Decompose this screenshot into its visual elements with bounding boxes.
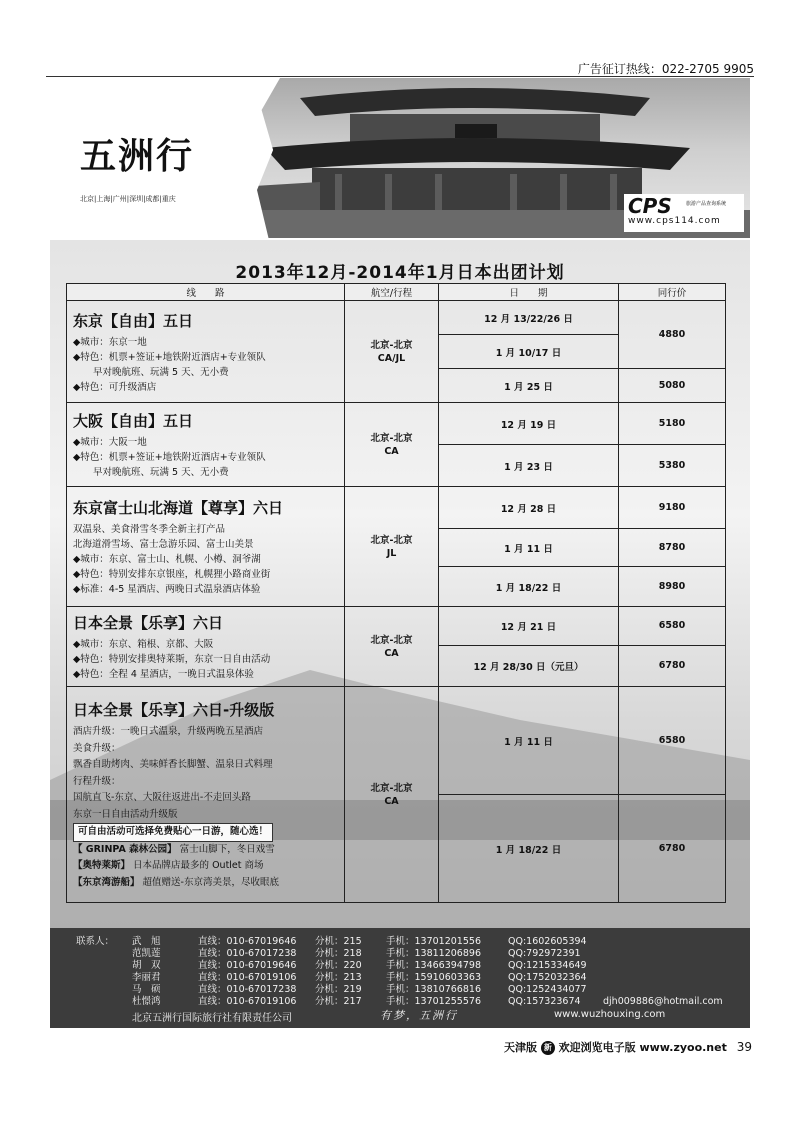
- ad-hotline: 广告征订热线：022-2705 9905: [577, 62, 754, 76]
- price-cell: 6780: [619, 795, 726, 903]
- cps-badge: [624, 194, 744, 232]
- contact-row: 范凯莲 直线：010-67017238 分机：218 手机：13811206896 QQ:792972391: [132, 948, 581, 959]
- route-line: 北海道滑雪场、富士急游乐园、富士山美景: [73, 539, 254, 550]
- date-cell: 12 月 19 日: [439, 403, 619, 445]
- route-cell: [67, 403, 345, 487]
- date-cell: 1 月 10/17 日: [439, 335, 619, 369]
- price-cell: 5380: [619, 445, 726, 487]
- route-line: ◆城市：东京、富士山、札幌、小樽、洞爷湖: [73, 554, 261, 565]
- welcome-text[interactable]: 欢迎浏览电子版 www.zyoo.net: [558, 1041, 727, 1054]
- contact-label: 联系人：: [76, 936, 115, 947]
- airline-cell: 北京-北京 JL: [345, 487, 439, 607]
- date-cell: 1 月 25 日: [439, 369, 619, 403]
- date-cell: 12 月 13/22/26 日: [439, 301, 619, 335]
- date-cell: 12 月 28/30 日（元旦）: [439, 645, 619, 686]
- airline-cell: 北京-北京 CA: [345, 607, 439, 687]
- contact-list: [76, 936, 723, 1008]
- route-cell: [67, 687, 345, 903]
- header-divider: [46, 76, 754, 77]
- extra-item: 【 GRINPA 森林公园】 富士山脚下，冬日戏雪: [73, 843, 275, 855]
- page-number: 39: [736, 1040, 752, 1054]
- col-route: 线 路: [67, 284, 345, 301]
- plan-title: 2013年12月-2014年1月日本出团计划: [235, 263, 565, 283]
- table-row: [67, 607, 726, 646]
- route-line: ◆城市：东京、箱根、京都、大阪: [73, 639, 214, 650]
- route-line: 国航直飞-东京、大阪往返进出-不走回头路: [73, 792, 251, 803]
- page-footer: [504, 1039, 752, 1055]
- date-cell: 1 月 18/22 日: [439, 567, 619, 607]
- airline-cell: 北京-北京 CA: [345, 403, 439, 487]
- col-date: 日 期: [439, 284, 619, 301]
- extra-item: 【奥特莱斯】 日本品牌店最多的 Outlet 商场: [73, 860, 264, 871]
- contact-row: 马 硕 直线：010-67017238 分机：219 手机：13810766816 QQ:1252434077: [132, 984, 587, 995]
- price-cell: 9180: [619, 487, 726, 529]
- airline-cell: 北京-北京 CA/JL: [345, 301, 439, 403]
- route-cell: [67, 607, 345, 687]
- company-slogan: 有梦，五洲行: [380, 1009, 458, 1022]
- route-line: ◆标准：4-5 星酒店、两晚日式温泉酒店体验: [73, 584, 261, 595]
- route-line: 行程升级：: [73, 775, 121, 787]
- route-title: 东京【自由】五日: [73, 311, 194, 330]
- route-line: ◆城市：东京一地: [73, 336, 147, 348]
- date-cell: 1 月 11 日: [439, 529, 619, 567]
- col-airline: 航空/行程: [345, 284, 439, 301]
- route-line: 早对晚航班、玩满 5 天、无小费: [93, 366, 229, 378]
- brand-cities: 北京|上海|广州|深圳|成都|重庆: [80, 195, 176, 203]
- date-cell: 12 月 21 日: [439, 607, 619, 646]
- route-line: 东京一日自由活动升级版: [73, 808, 178, 820]
- price-cell: 8780: [619, 529, 726, 567]
- price-cell: 5180: [619, 403, 726, 445]
- route-title: 大阪【自由】五日: [73, 412, 194, 430]
- table-row: [67, 403, 726, 445]
- extra-item: 【东京湾游船】 超值赠送-东京湾美景，尽收眼底: [73, 876, 279, 888]
- price-cell: 6780: [619, 645, 726, 686]
- price-cell: 6580: [619, 687, 726, 795]
- date-cell: 1 月 18/22 日: [439, 795, 619, 903]
- company-name: 北京五洲行国际旅行社有限责任公司: [132, 1013, 292, 1024]
- route-line: ◆特色：机票+签证+地铁附近酒店+专业领队: [73, 351, 266, 363]
- route-line: ◆特色：可升级酒店: [73, 381, 157, 393]
- col-price: 同行价: [619, 284, 726, 301]
- route-line: 飘香自助烤肉、美味鲜香长脚蟹、温泉日式料理: [73, 759, 273, 770]
- company-website[interactable]: www.wuzhouxing.com: [554, 1009, 666, 1020]
- route-line: ◆特色：全程 4 星酒店，一晚日式温泉体验: [73, 669, 254, 680]
- contact-row: 胡 双 直线：010-67019646 分机：220 手机：13466394798 QQ:1215334649: [132, 960, 587, 971]
- route-title: 日本全景【乐享】六日: [73, 614, 224, 632]
- route-line: 双温泉、美食滑雪冬季全新主打产品: [73, 524, 226, 535]
- route-cell: [67, 487, 345, 607]
- date-cell: 1 月 23 日: [439, 445, 619, 487]
- route-line: ◆城市：大阪一地: [73, 437, 147, 448]
- route-line: 酒店升级：一晚日式温泉，升级两晚五星酒店: [73, 726, 264, 737]
- table-row: [67, 487, 726, 529]
- price-cell: 8980: [619, 567, 726, 607]
- price-cell: 5080: [619, 369, 726, 403]
- edition-stamp-icon: 新: [541, 1041, 555, 1055]
- contact-email[interactable]: djh009886@hotmail.com: [603, 996, 723, 1007]
- contact-footer: [50, 928, 750, 1028]
- price-cell: 4880: [619, 301, 726, 369]
- banner: [50, 78, 750, 238]
- free-day-highlight: 可自由活动可选择免费贴心一日游，随心选！: [73, 823, 273, 842]
- route-title: 东京富士山北海道【尊享】六日: [73, 499, 284, 517]
- route-title: 日本全景【乐享】六日-升级版: [73, 701, 275, 719]
- contact-row: 杜憬鸿 直线：010-67019106 分机：217 手机：13701255576 QQ:157323674 djh009886@hotmail.com: [132, 996, 723, 1007]
- route-line: ◆特色：特别安排东京银座，札幌狸小路商业街: [73, 569, 271, 580]
- date-cell: 1 月 11 日: [439, 687, 619, 795]
- itinerary-table: [66, 283, 726, 903]
- price-cell: 6580: [619, 607, 726, 646]
- contact-row: 武 旭 直线：010-67019646 分机：215 手机：13701201556 QQ:1602605394: [132, 936, 587, 947]
- route-line: 美食升级：: [73, 742, 121, 754]
- cps-subtitle: 旅游产品查询系统: [686, 201, 727, 207]
- table-header: [67, 284, 726, 301]
- date-cell: 12 月 28 日: [439, 487, 619, 529]
- brand-logo: 五洲行: [80, 135, 195, 177]
- route-line: 早对晚航班、玩满 5 天、无小费: [93, 467, 229, 478]
- edition-label: 天津版: [503, 1041, 537, 1054]
- table-row: [67, 301, 726, 335]
- table-row: [67, 687, 726, 795]
- cps-url[interactable]: www.cps114.com: [628, 216, 721, 226]
- airline-cell: 北京-北京 CA: [345, 687, 439, 903]
- route-line: ◆特色：机票+签证+地铁附近酒店+专业领队: [73, 452, 266, 463]
- contact-row: 李丽君 直线：010-67019106 分机：213 手机：15910603363 QQ:1752032364: [132, 972, 587, 983]
- route-cell: [67, 301, 345, 403]
- cps-title: CPS: [628, 194, 672, 218]
- route-line: ◆特色：特别安排奥特莱斯，东京一日自由活动: [73, 654, 271, 665]
